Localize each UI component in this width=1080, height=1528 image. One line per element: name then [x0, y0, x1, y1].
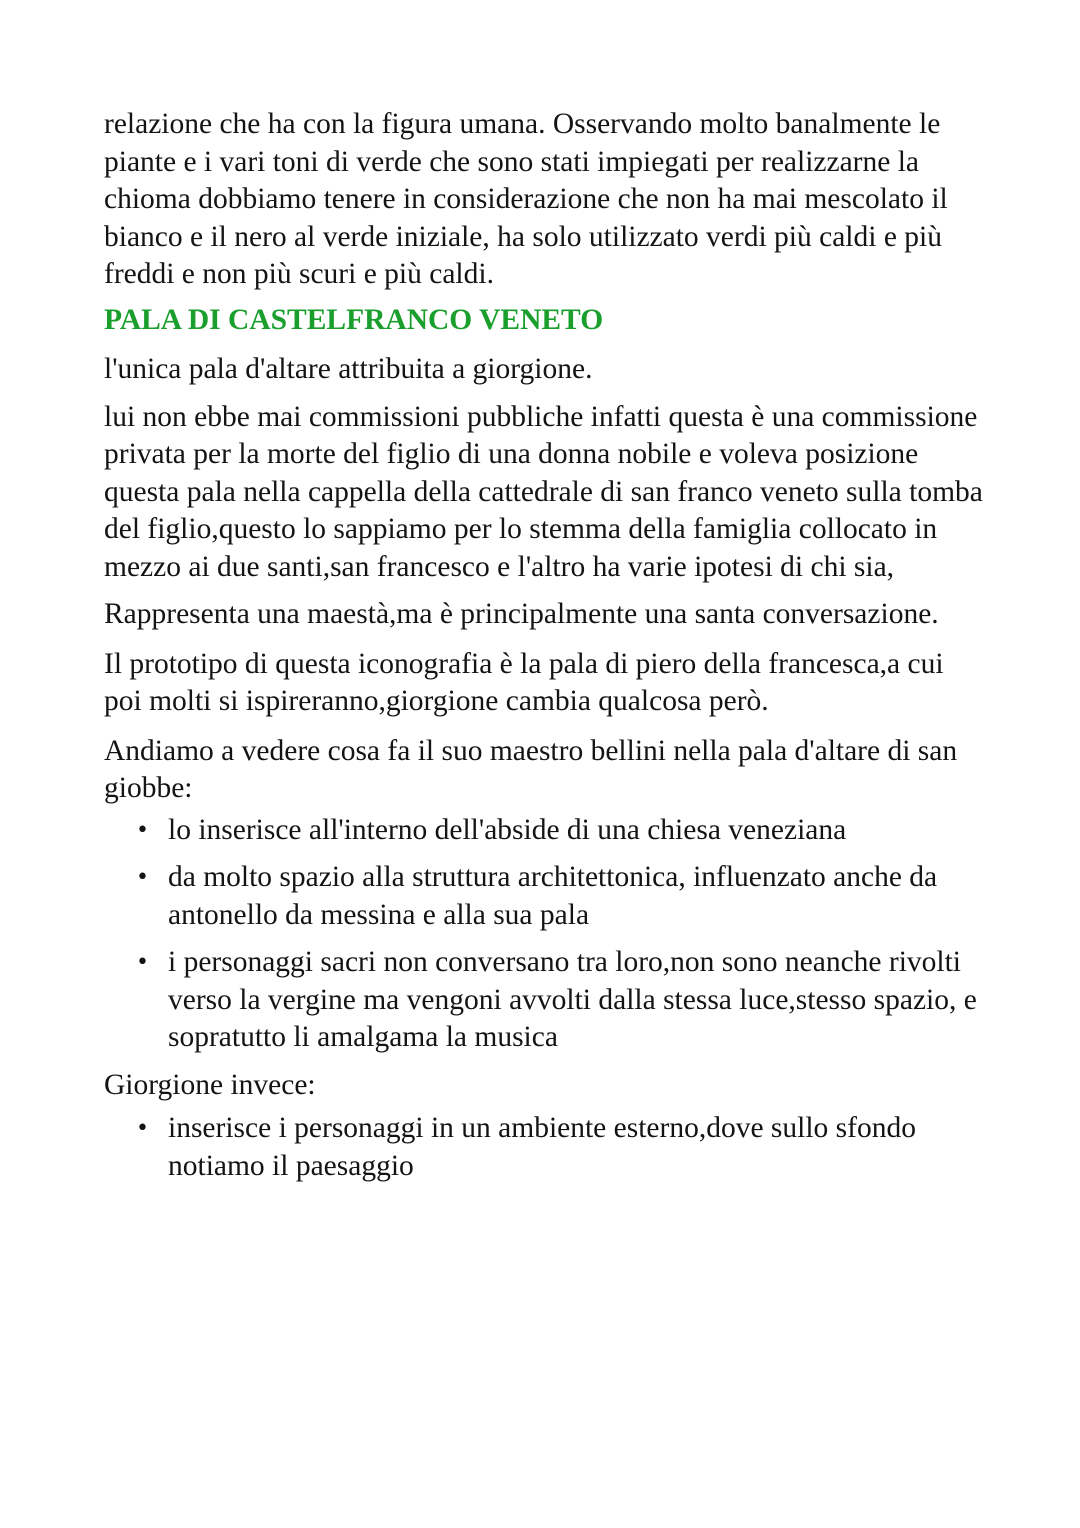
- section-heading: PALA DI CASTELFRANCO VENETO: [104, 303, 604, 336]
- bullet-icon: •: [136, 865, 149, 890]
- paragraph-commission: lui non ebbe mai commissioni pubbliche infatti questa è una commissione privata per la morte del figlio di una donna nobile e voleva posizione questa pala nella cappella della cattedrale di san franco veneto sulla tomba del figlio,questo lo sappiamo per lo stemma della famiglia collocato in mezzo ai due santi,san francesco e l'altro ha varie ipotesi di chi sia,: [104, 400, 983, 583]
- list-item-text: lo inserisce all'interno dell'abside di una chiesa veneziana: [168, 813, 847, 846]
- paragraph-attribution: l'unica pala d'altare attribuita a giorgione.: [104, 353, 593, 385]
- list-item-text: da molto spazio alla struttura architettonica, influenzato anche da antonello da messina e alla sua pala: [168, 861, 938, 931]
- paragraph-prototype: Il prototipo di questa iconografia è la pala di piero della francesca,a cui poi molti si ispireranno,giorgione cambia qualcosa però.: [104, 647, 944, 717]
- list-item-text: inserisce i personaggi in un ambiente esterno,dove sullo sfondo notiamo il paesaggio: [168, 1112, 916, 1182]
- list-item: [104, 944, 984, 1057]
- bullet-icon: •: [136, 817, 149, 843]
- giorgione-bullet-list: [104, 1110, 984, 1185]
- document-page: [104, 106, 984, 1195]
- list-item: [104, 1110, 984, 1185]
- list-item: [104, 812, 984, 850]
- paragraph-subject: Rappresenta una maestà,ma è principalmente una santa conversazione.: [104, 598, 939, 630]
- paragraph-bellini: Andiamo a vedere cosa fa il suo maestro bellini nella pala d'altare di san giobbe:: [104, 734, 958, 804]
- bullet-icon: •: [136, 950, 149, 975]
- paragraph-giorgione: Giorgione invece:: [104, 1068, 316, 1101]
- intro-paragraph: relazione che ha con la figura umana. Osservando molto banalmente le piante e i vari toni di verde che sono stati impiegati per realizzarne la chioma dobbiamo tenere in considerazione che non ha mai mescolato il bianco e il nero al verde iniziale, ha solo utilizzato verdi più caldi e più freddi e non più scuri e più caldi.: [104, 108, 948, 290]
- bellini-bullet-list: [104, 812, 984, 1057]
- bullet-icon: •: [136, 1116, 149, 1141]
- list-item-text: i personaggi sacri non conversano tra loro,non sono neanche rivolti verso la vergine ma vengoni avvolti dalla stessa luce,stesso spazio, e sopratutto li amalgama la musica: [168, 946, 977, 1053]
- list-item: [104, 859, 984, 934]
